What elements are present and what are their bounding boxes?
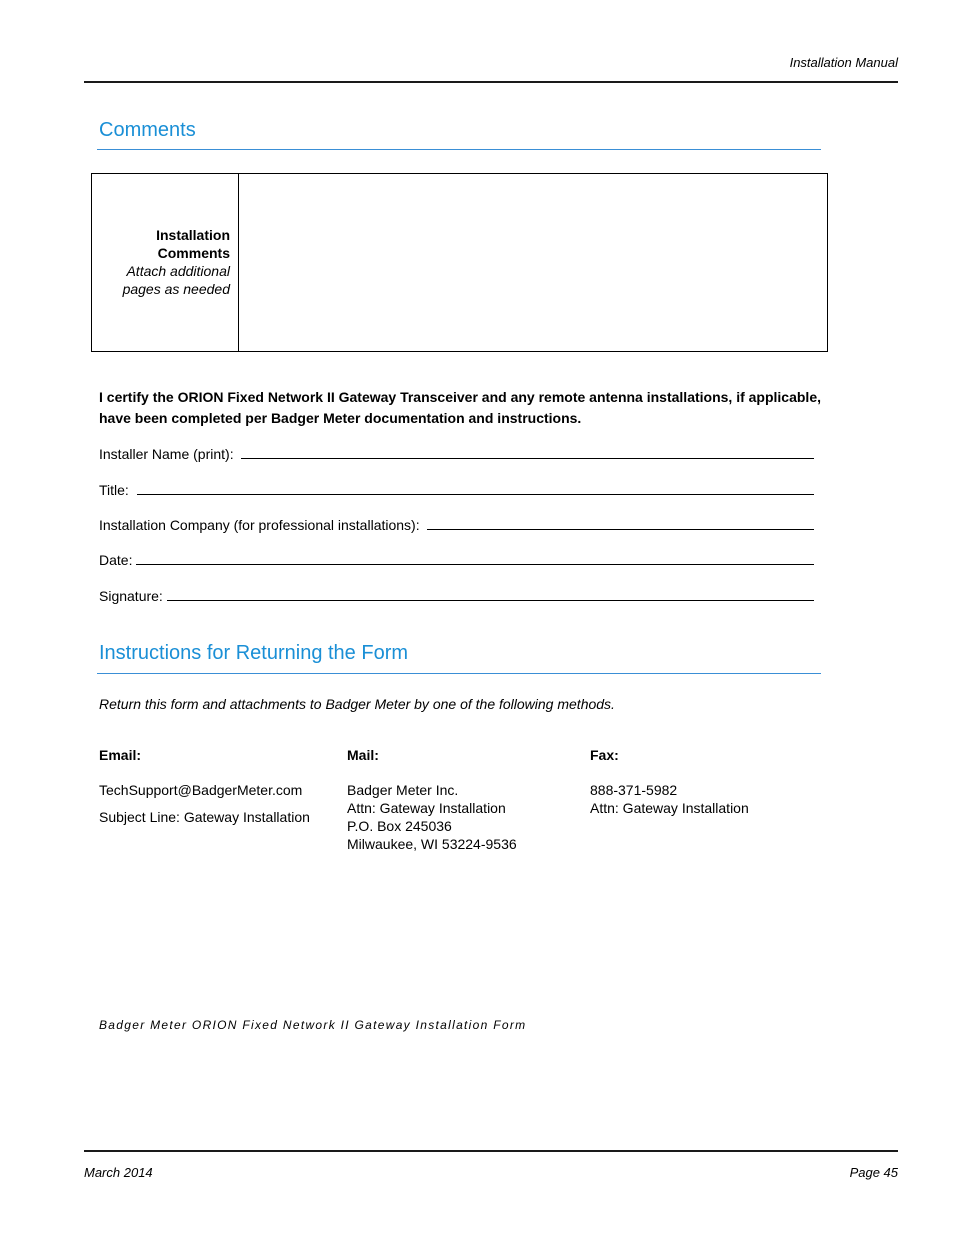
footer-date: March 2014 [84, 1165, 153, 1180]
email-subject: Subject Line: Gateway Installation [99, 809, 310, 825]
mail-line2: Attn: Gateway Installation [347, 800, 506, 816]
return-title-rule [97, 673, 821, 674]
comments-divider [238, 173, 239, 352]
company-line[interactable] [427, 515, 814, 530]
signature-line[interactable] [167, 586, 814, 601]
mail-line1: Badger Meter Inc. [347, 782, 459, 798]
footer-page-number: Page 45 [849, 1165, 898, 1180]
company-field [99, 515, 814, 533]
footer-rule [84, 1150, 898, 1152]
comments-label [123, 226, 230, 298]
fax-attn: Attn: Gateway Installation [590, 800, 749, 816]
title-label: Title: [99, 482, 137, 498]
installer-name-line[interactable] [241, 444, 814, 459]
fax-number: 888-371-5982 [590, 782, 678, 798]
comments-label-line2: Comments [157, 245, 230, 261]
certification-statement: I certify the ORION Fixed Network II Gateway Transceiver and any remote antenna installations, if applicable, have been completed per Badger Meter documentation and instructions. [99, 389, 821, 426]
return-title: Instructions for Returning the Form [99, 642, 409, 664]
comments-input[interactable] [242, 176, 826, 352]
mail-heading: Mail: [347, 747, 379, 763]
form-footer-title: Badger Meter ORION Fixed Network II Gateway Installation Form [99, 1018, 527, 1032]
title-field [99, 480, 814, 498]
signature-field [99, 586, 814, 604]
date-field [99, 550, 814, 568]
header-rule [84, 81, 898, 83]
comments-title: Comments [99, 119, 196, 141]
installer-name-label: Installer Name (print): [99, 446, 242, 462]
company-label: Installation Company (for professional installations): [99, 517, 428, 533]
mail-column [347, 746, 517, 853]
comments-label-line1: Installation [156, 227, 230, 243]
comments-hint-line1: Attach additional [126, 263, 230, 279]
header-label: Installation Manual [789, 55, 898, 70]
fax-heading: Fax: [590, 747, 619, 763]
signature-label: Signature: [99, 588, 167, 604]
date-label: Date: [99, 552, 137, 568]
comments-hint-line2: pages as needed [122, 281, 230, 297]
title-line[interactable] [137, 480, 814, 495]
email-column [99, 746, 310, 826]
fax-column [590, 746, 749, 817]
mail-line3: P.O. Box 245036 [347, 818, 452, 834]
installer-name-field [99, 444, 814, 462]
return-intro: Return this form and attachments to Badger Meter by one of the following methods. [99, 696, 615, 712]
comments-title-rule [97, 149, 821, 150]
mail-line4: Milwaukee, WI 53224-9536 [347, 836, 517, 852]
date-line[interactable] [136, 550, 814, 565]
email-address: TechSupport@BadgerMeter.com [99, 782, 303, 798]
email-heading: Email: [99, 747, 142, 763]
